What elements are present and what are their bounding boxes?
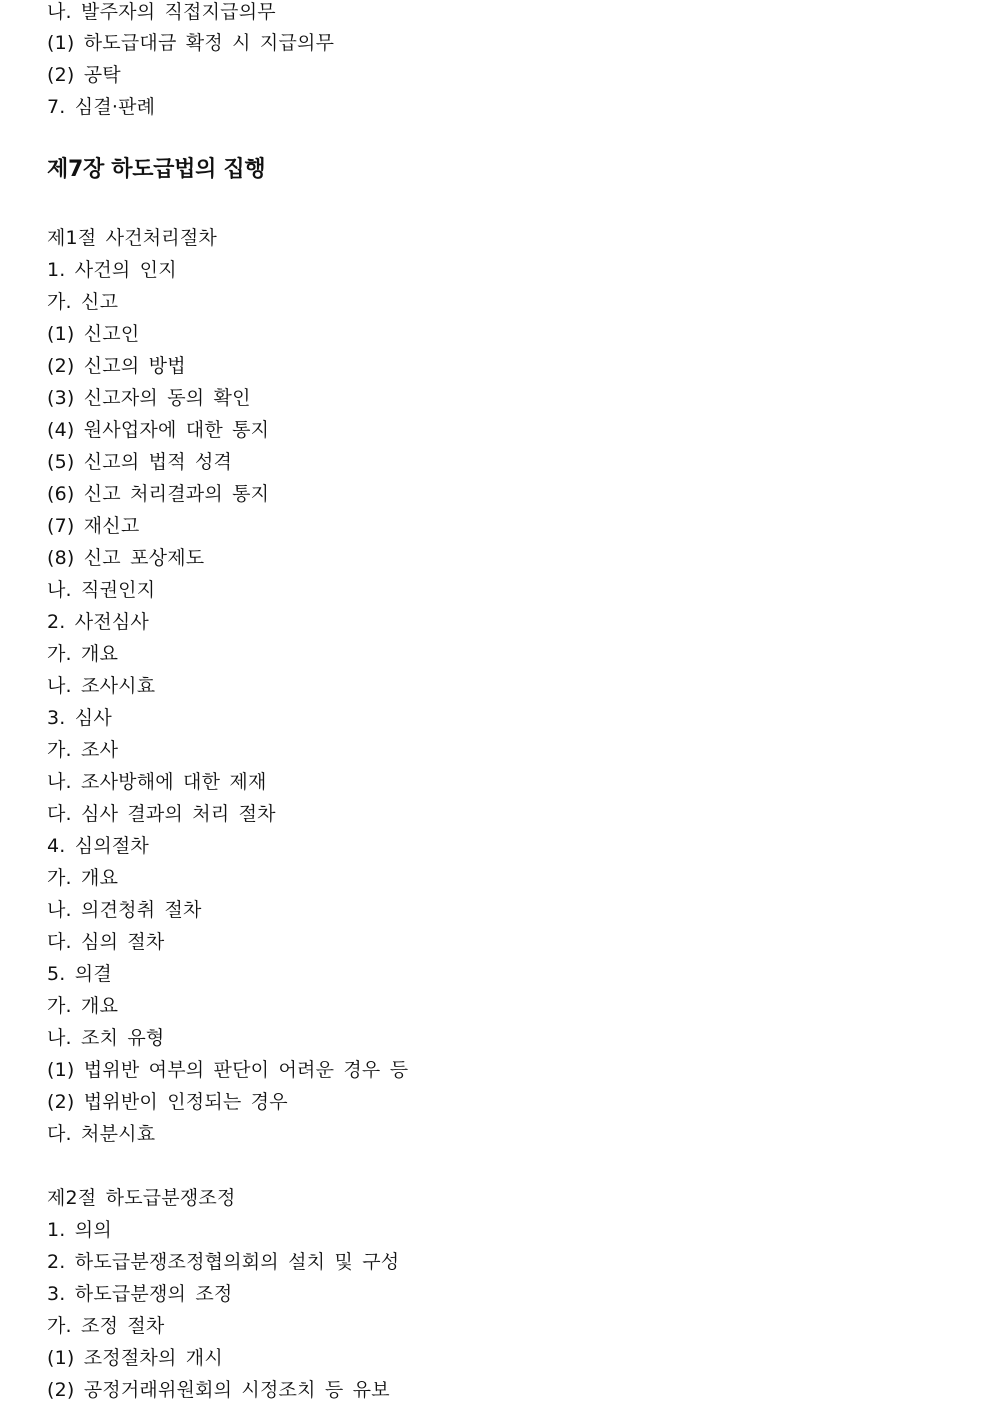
section-heading: 제1절 사건처리절차 (47, 227, 217, 249)
outline-line: (1) 법위반 여부의 판단이 어려운 경우 등 (47, 1059, 409, 1081)
outline-line: 3. 심사 (47, 707, 112, 729)
outline-line: 가. 조사 (47, 739, 119, 761)
outline-line: 가. 개요 (47, 995, 119, 1017)
outline-line: (2) 공탁 (47, 64, 121, 86)
outline-line: 나. 발주자의 직접지급의무 (47, 1, 276, 23)
outline-line: 3. 하도급분쟁의 조정 (47, 1283, 233, 1305)
outline-line: (8) 신고 포상제도 (47, 547, 205, 569)
outline-line: (1) 조정절차의 개시 (47, 1347, 223, 1369)
outline-line: 다. 심의 절차 (47, 931, 165, 953)
outline-line: (2) 법위반이 인정되는 경우 (47, 1091, 288, 1113)
outline-line: 가. 조정 절차 (47, 1315, 165, 1337)
outline-line: (2) 공정거래위원회의 시정조치 등 유보 (47, 1379, 390, 1401)
outline-line: 가. 개요 (47, 867, 119, 889)
outline-line: (4) 원사업자에 대한 통지 (47, 419, 270, 441)
outline-line: 5. 의결 (47, 963, 112, 985)
outline-line: 다. 처분시효 (47, 1123, 156, 1145)
outline-line: (3) 신고자의 동의 확인 (47, 387, 251, 409)
outline-line: 1. 의의 (47, 1219, 112, 1241)
outline-line: 나. 조치 유형 (47, 1027, 165, 1049)
outline-line: 나. 직권인지 (47, 579, 156, 601)
outline-line: 나. 조사시효 (47, 675, 156, 697)
outline-line: (6) 신고 처리결과의 통지 (47, 483, 270, 505)
outline-line: 2. 하도급분쟁조정협의회의 설치 및 구성 (47, 1251, 400, 1273)
outline-line: 가. 개요 (47, 643, 119, 665)
outline-line: (5) 신고의 법적 성격 (47, 451, 233, 473)
chapter-title: 제7장 하도급법의 집행 (47, 157, 266, 182)
outline-line: (2) 신고의 방법 (47, 355, 186, 377)
outline-line: 나. 조사방해에 대한 제재 (47, 771, 267, 793)
section-heading: 제2절 하도급분쟁조정 (47, 1187, 236, 1209)
outline-line: (7) 재신고 (47, 515, 140, 537)
outline-line: (1) 신고인 (47, 323, 140, 345)
outline-line: 가. 신고 (47, 291, 119, 313)
outline-line: 1. 사건의 인지 (47, 259, 177, 281)
outline-line: (1) 하도급대금 확정 시 지급의무 (47, 32, 335, 54)
outline-line: 다. 심사 결과의 처리 절차 (47, 803, 276, 825)
outline-line: 2. 사전심사 (47, 611, 149, 633)
outline-line: 4. 심의절차 (47, 835, 149, 857)
outline-line: 7. 심결·판례 (47, 96, 156, 118)
outline-line: 나. 의견청취 절차 (47, 899, 202, 921)
